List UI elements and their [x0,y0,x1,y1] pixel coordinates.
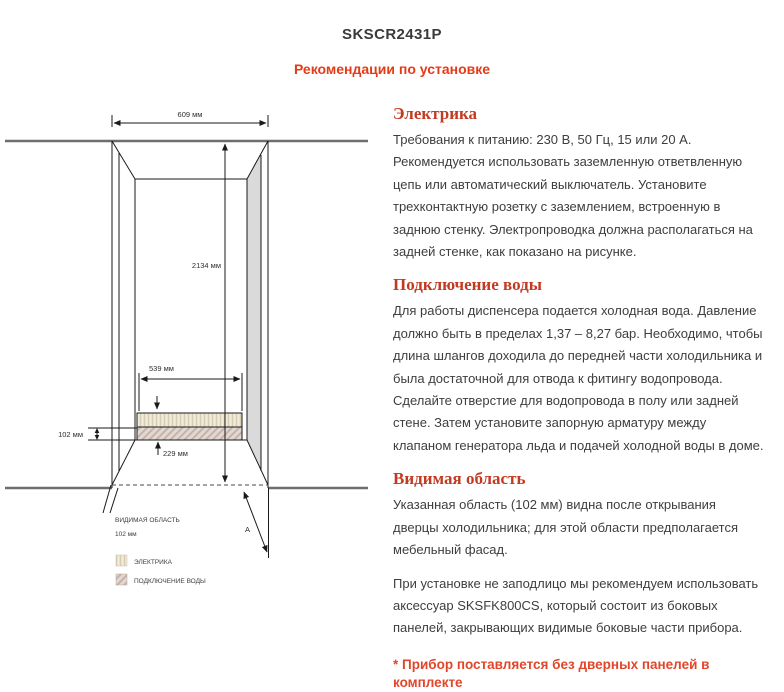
dim-height-label: 2134 мм [191,261,221,270]
dim-visible-height-label: 102 мм [58,430,83,439]
niche-diagram [3,103,371,615]
section-visible-area-heading: Видимая область [393,469,526,489]
section-visible-area [393,469,765,639]
section-visible-area-body2: При установке не заподлицо мы рекомендуем использовать аксессуар SKSFK800CS, который состоит из боковых панелей, закрывающих видимые боковые части прибора. [393,575,759,636]
visible-area-caption-line2: 102 мм [115,531,137,538]
top-left-perspective-line [112,141,135,179]
text-column [393,104,765,692]
depth-label: A [244,525,250,534]
no-door-panels-note: * Прибор поставляется без дверных панелей в комплекте [393,656,710,690]
visible-area-leader-line-1 [103,485,111,513]
dim-water-offset-label: 229 мм [163,449,188,458]
legend-water-swatch [116,574,127,585]
bottom-left-perspective-line [112,440,135,485]
electric-zone [137,413,242,427]
page-subtitle: Рекомендации по установке [293,61,491,77]
section-electrical [393,104,765,263]
dim-visible-arrow-down [95,435,100,440]
dim-width-top-label: 609 мм [177,110,203,119]
visible-area-strip [247,155,261,471]
diagram-legend [116,555,206,585]
legend-water-label: ПОДКЛЮЧЕНИЕ ВОДЫ [134,578,206,585]
section-electrical-heading: Электрика [393,104,478,123]
section-water [393,275,765,457]
page-title: SKSCR2431P [342,26,442,43]
section-visible-area-body: Указанная область (102 мм) видна после открывания дверцы холодильника; для этой области предполагается мебельный фасад. [393,497,739,558]
niche-diagram-svg [3,103,371,615]
legend-electric-swatch [116,555,127,566]
visible-area-leader-line-2 [110,488,118,513]
visible-area-caption-line1: ВИДИМАЯ ОБЛАСТЬ [115,517,180,524]
section-electrical-body: Требования к питанию: 230 В, 50 Гц, 15 или 20 А. Рекомендуется использовать заземленную ответвленную цепь или автоматический выключатель. Установите трехконтактную розетку с заземлением, встроенную в заднюю стенку. Электропроводка должна располагаться на задней стенке, как показано на рисунке. [393,132,753,260]
dim-visible-arrow-up [95,428,100,433]
water-zone [137,427,242,440]
legend-electric-label: ЭЛЕКТРИКА [134,559,172,566]
section-water-body: Для работы диспенсера подается холодная вода. Давление должно быть в пределах 1,37 – 8,27 бар. Необходимо, чтобы длина шлангов доходила до передней части холодильника и была достаточной для отвода к фитингу водопровода. Сделайте отверстие для водопровода в полу или задней стене. Затем установите запорную арматуру между клапаном генератора льда и подачей холодной воды в доме. [393,303,764,453]
dim-water-width-label: 539 мм [149,364,174,373]
depth-arrow [244,492,267,552]
niche-outline [103,141,269,558]
section-water-heading: Подключение воды [393,275,542,295]
